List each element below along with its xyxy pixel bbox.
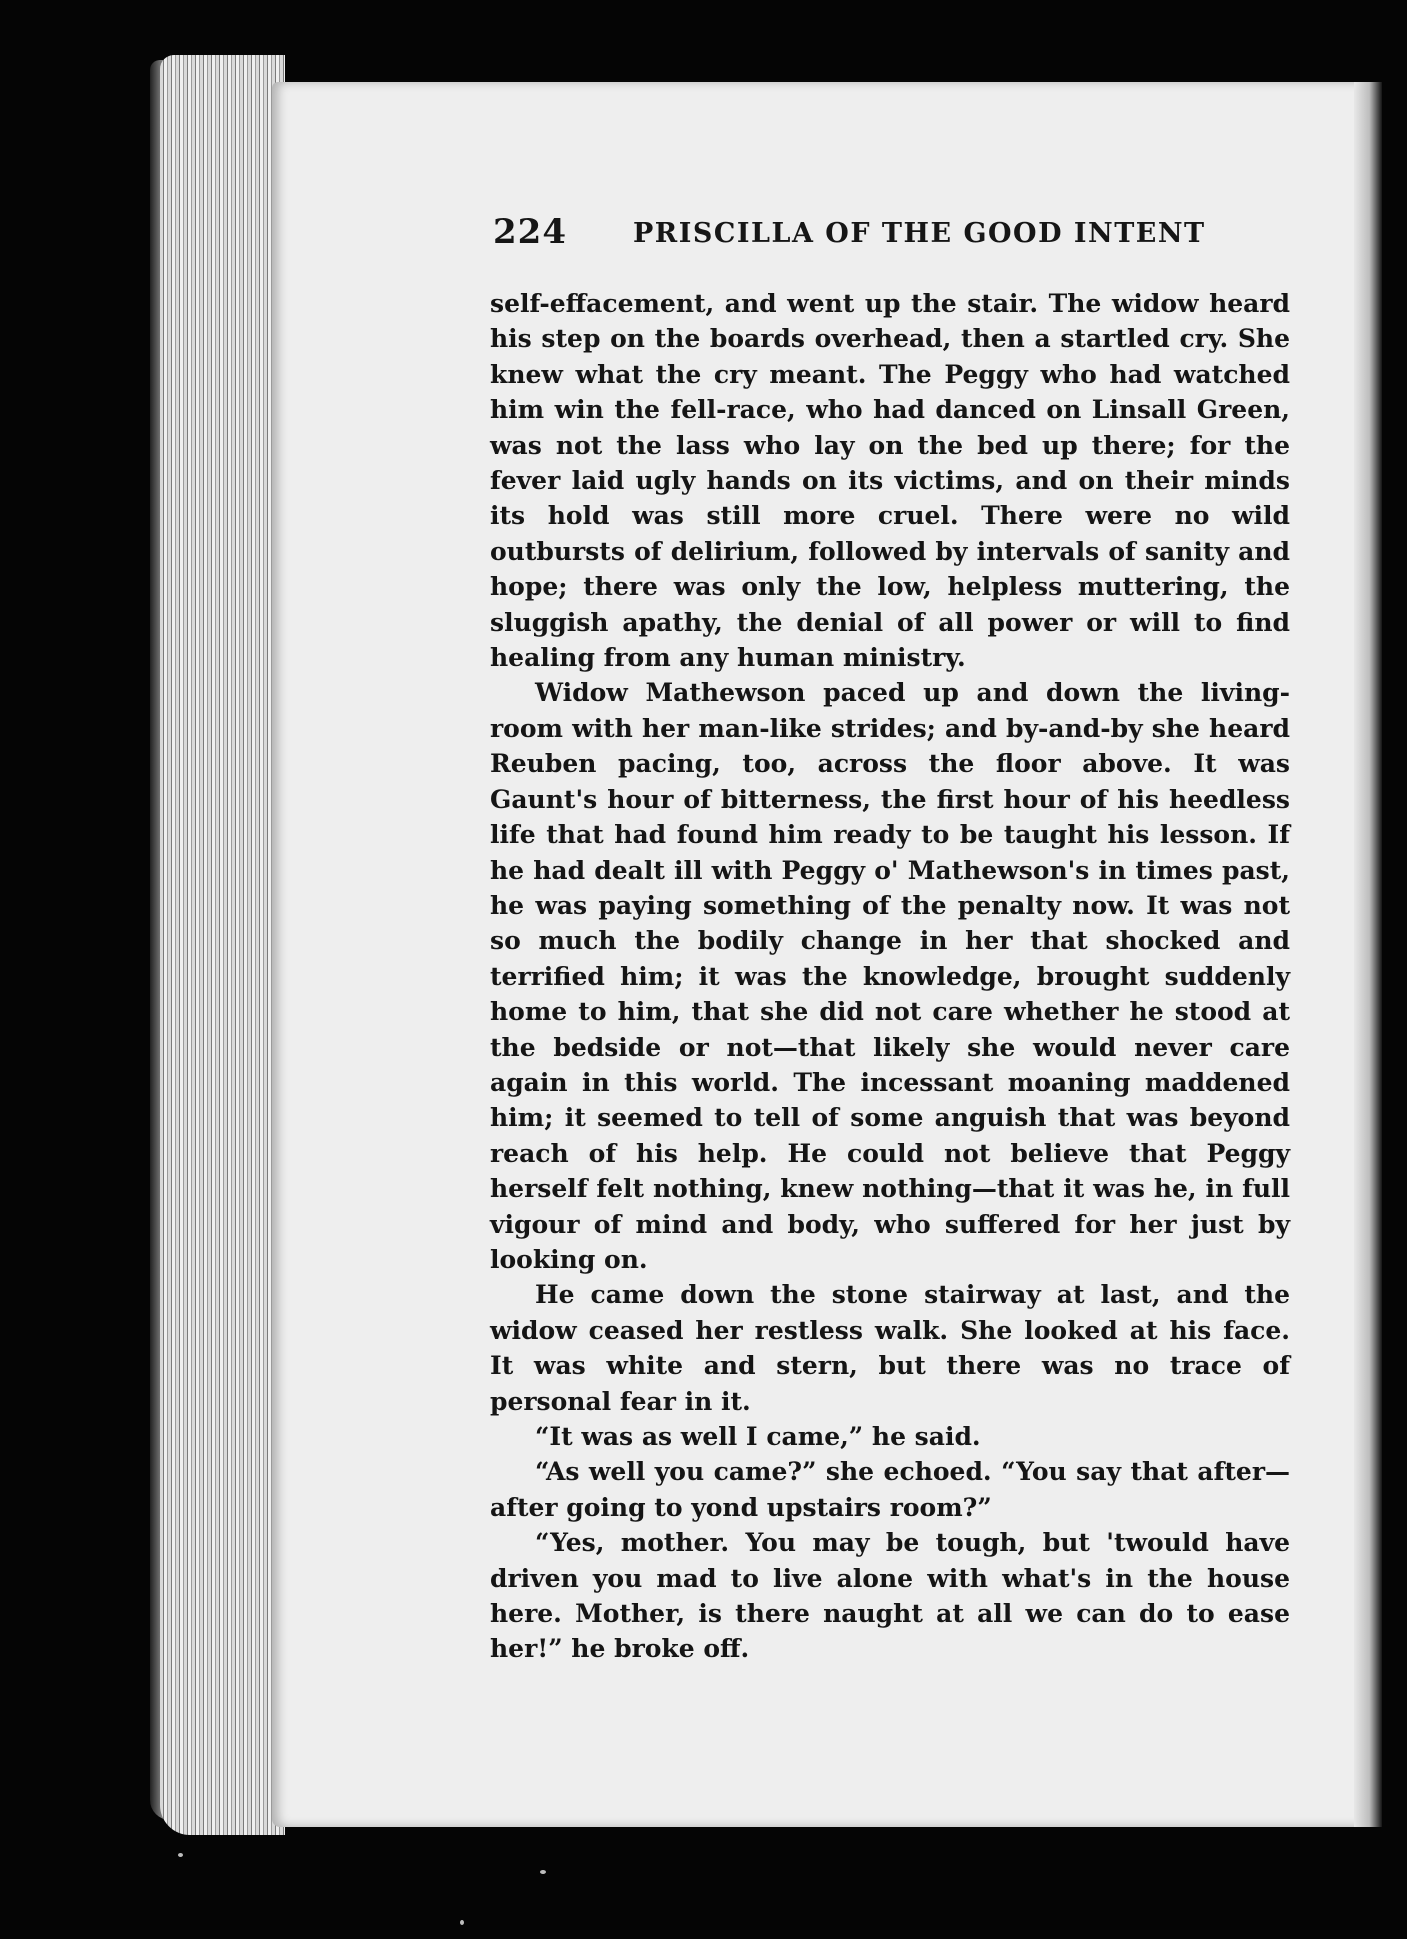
scan-speck <box>540 1870 546 1874</box>
paragraph: Widow Mathewson paced up and down the living-room with her man-like strides; and by-and-by she heard Reuben pacing, too, across the floor above. It was Gaunt's hour of bitterness, the first hour of his heedless life that had found him ready to be taught his lesson. If he had dealt ill with Peggy o' Mathewson's in times past, he was paying something of the penalty now. It was not so much the bodily change in her that shocked and terrified him; it was the knowledge, brought suddenly home to him, that she did not care whether he stood at the bedside or not—that likely she would never care again in this world. The incessant moaning maddened him; it seemed to tell of some anguish that was beyond reach of his help. He could not believe that Peggy herself felt nothing, knew nothing—that it was he, in full vigour of mind and body, who suffered for her just by looking on. <box>490 678 1290 1274</box>
page-number: 224 <box>493 212 567 252</box>
paragraph: self-effacement, and went up the stair. The widow heard his step on the boards overhead, then a startled cry. She knew what the cry meant. The Peggy who had watched him win the fell-race, who had danced on Linsall Green, was not the lass who lay on the bed up there; for the fever laid ugly hands on its victims, and on their minds its hold was still more cruel. There were no wild outbursts of delirium, followed by intervals of sanity and hope; there was only the low, helpless muttering, the sluggish apathy, the denial of all power or will to find healing from any human ministry. <box>490 289 1290 673</box>
body-text <box>490 286 1290 1667</box>
paragraph: “It was as well I came,” he said. <box>535 1422 981 1451</box>
paragraph: “Yes, mother. You may be tough, but 'twould have driven you mad to live alone with what's in the house here. Mother, is there naught at all we can do to ease her!” he broke off. <box>490 1528 1290 1664</box>
paragraph: “As well you came?” she echoed. “You say that after—after going to yond upstairs room?” <box>490 1457 1290 1522</box>
scan-speck <box>460 1920 464 1925</box>
paragraph: He came down the stone stairway at last, and the widow ceased her restless walk. She looked at his face. It was white and stern, but there was no trace of personal fear in it. <box>490 1280 1290 1416</box>
scan-speck <box>178 1853 183 1857</box>
page-gutter-shadow <box>1354 82 1382 1827</box>
running-head <box>493 212 1293 260</box>
stacked-page-edges <box>160 55 285 1835</box>
running-title: PRISCILLA OF THE GOOD INTENT <box>633 218 1206 249</box>
